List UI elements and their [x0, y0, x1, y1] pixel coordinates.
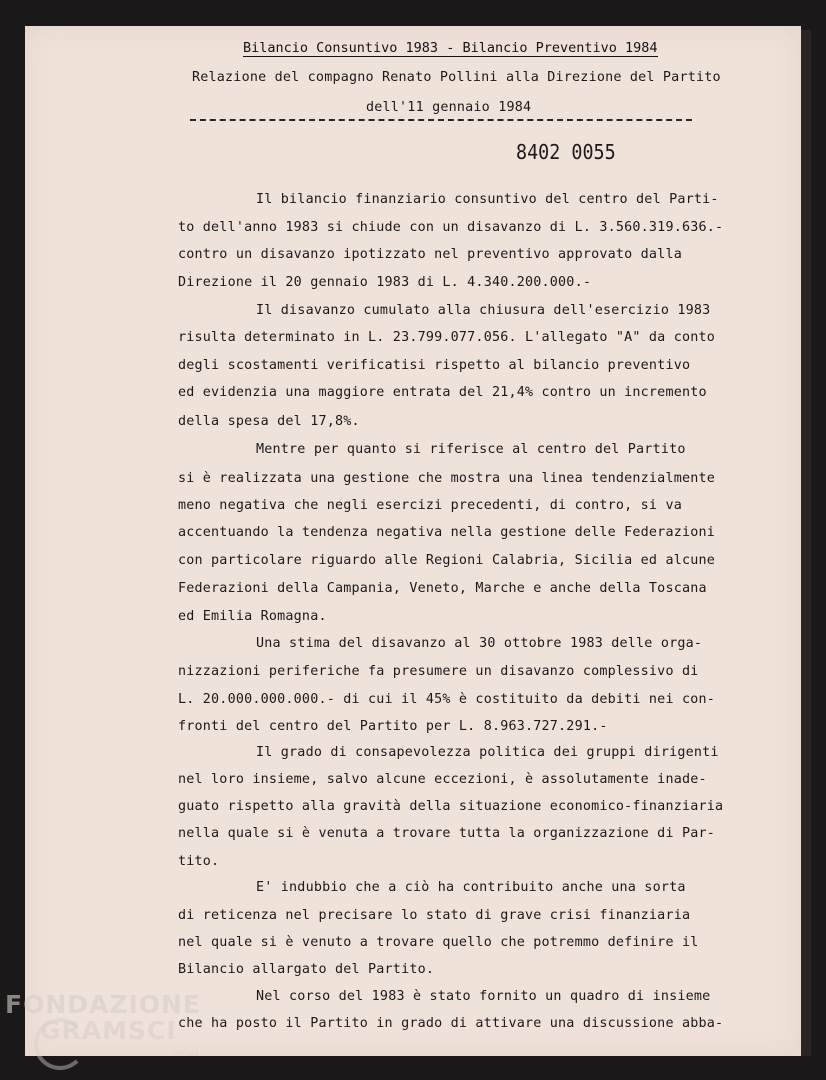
body-line: guato rispetto alla gravità della situazione economico-finanziaria [178, 799, 724, 814]
body-line: Direzione il 20 gennaio 1983 di L. 4.340.200.000.- [178, 275, 592, 290]
body-line: Il bilancio finanziario consuntivo del centro del Parti- [256, 192, 719, 207]
body-line: della spesa del 17,8%. [178, 414, 360, 429]
body-line: degli scostamenti verificatisi rispetto al bilancio preventivo [178, 358, 691, 373]
body-line: E' indubbio che a ciò ha contribuito anche una sorta [256, 880, 686, 895]
body-line: L. 20.000.000.000.- di cui il 45% è costituito da debiti nei con- [178, 692, 716, 707]
watermark-onlus: onlus [172, 1048, 199, 1059]
body-line: meno negativa che negli esercizi precedenti, di contro, si va [178, 498, 682, 513]
body-line: Una stima del disavanzo al 30 ottobre 1983 delle orga- [256, 636, 703, 651]
body-line: Federazioni della Campania, Veneto, Marche e anche della Toscana [178, 581, 707, 596]
document-date: dell'11 gennaio 1984 [366, 100, 532, 115]
body-line: contro un disavanzo ipotizzato nel preventivo approvato dalla [178, 247, 682, 262]
body-line: nizzazioni periferiche fa presumere un disavanzo complessivo di [178, 664, 699, 679]
body-line: ed evidenzia una maggiore entrata del 21,4% contro un incremento [178, 385, 707, 400]
body-line: tito. [178, 854, 220, 869]
body-line: accentuando la tendenza negativa nella gestione delle Federazioni [178, 525, 716, 540]
body-line: si è realizzata una gestione che mostra una linea tendenzialmente [178, 471, 716, 486]
body-line: nella quale si è venuta a trovare tutta la organizzazione di Par- [178, 826, 716, 841]
body-line: che ha posto il Partito in grado di attivare una discussione abba- [178, 1016, 724, 1031]
body-line: fronti del centro del Partito per L. 8.963.727.291.- [178, 719, 608, 734]
body-line: Il disavanzo cumulato alla chiusura dell'esercizio 1983 [256, 303, 711, 318]
document-title: Bilancio Consuntivo 1983 - Bilancio Preventivo 1984 [243, 40, 658, 56]
document-subtitle: Relazione del compagno Renato Pollini alla Direzione del Partito [192, 70, 721, 85]
body-line: Mentre per quanto si riferisce al centro del Partito [256, 442, 686, 457]
body-line: di reticenza nel precisare lo stato di grave crisi finanziaria [178, 908, 691, 923]
page-edge-shadow [801, 30, 811, 1056]
body-line: Il grado di consapevolezza politica dei gruppi dirigenti [256, 745, 719, 760]
body-line: to dell'anno 1983 si chiude con un disavanzo di L. 3.560.319.636.- [178, 220, 724, 235]
body-line: risulta determinato in L. 23.799.077.056. L'allegato "A" da conto [178, 330, 716, 345]
document-page [25, 26, 801, 1056]
body-line: con particolare riguardo alle Regioni Calabria, Sicilia ed alcune [178, 553, 716, 568]
body-line: Nel corso del 1983 è stato fornito un quadro di insieme [256, 989, 711, 1004]
separator-line [190, 119, 692, 127]
protocol-number: 8402 0055 [516, 140, 616, 164]
body-line: nel loro insieme, salvo alcune eccezioni, è assolutamente inade- [178, 772, 707, 787]
body-line: Bilancio allargato del Partito. [178, 962, 435, 977]
body-line: nel quale si è venuto a trovare quello che potremmo definire il [178, 935, 699, 950]
watermark-fondazione: FONDAZIONE [5, 990, 202, 1019]
watermark-gramsci: GRAMSCI [40, 1016, 177, 1045]
body-line: ed Emilia Romagna. [178, 609, 327, 624]
